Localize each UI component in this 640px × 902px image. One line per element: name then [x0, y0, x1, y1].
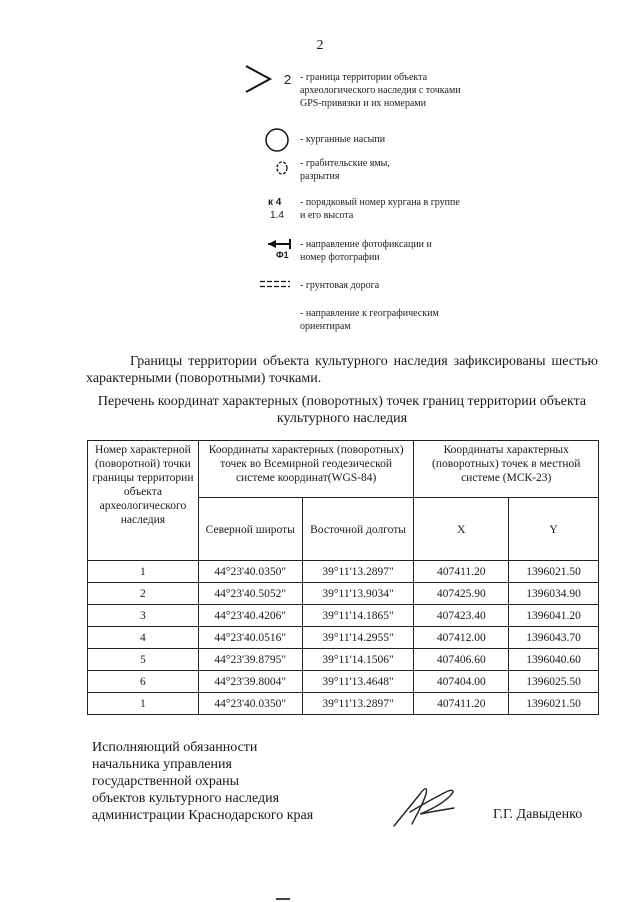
cell-latitude: 44°23'40.0350" — [198, 561, 302, 583]
legend-text-pits: - грабительские ямы, разрытия — [300, 158, 390, 182]
cell-point: 3 — [88, 605, 199, 627]
table-row — [88, 627, 599, 649]
legend-text-boundary: - граница территории объекта археологического наследия с точками GPS-привязки и их номерами — [300, 72, 461, 109]
cell-y: 1396025.50 — [509, 671, 599, 693]
cell-latitude: 44°23'40.5052" — [198, 583, 302, 605]
cell-x: 407404.00 — [414, 671, 509, 693]
header-msk23: Координаты характерных (поворотных) точек в местной системе (МСК-23) — [414, 441, 599, 498]
signatory-line: начальника управления — [92, 757, 232, 772]
cell-point: 4 — [88, 627, 199, 649]
legend-text-kurgan: - порядковый номер кургана в группе и его высота — [300, 197, 460, 221]
cell-latitude: 44°23'39.8004" — [198, 671, 302, 693]
cell-point: 6 — [88, 671, 199, 693]
photo-number-label: Ф1 — [276, 250, 289, 260]
cell-point: 1 — [88, 561, 199, 583]
header-east-longitude: Восточной долготы — [302, 498, 414, 561]
photo-arrow-icon — [266, 238, 292, 250]
cell-longitude: 39°11'13.4648" — [302, 671, 414, 693]
scan-mark — [276, 898, 290, 900]
header-y: Y — [509, 498, 599, 561]
pit-icon — [274, 159, 290, 177]
cell-point: 2 — [88, 583, 199, 605]
cell-y: 1396021.50 — [509, 693, 599, 715]
cell-y: 1396040.60 — [509, 649, 599, 671]
cell-latitude: 44°23'39.8795" — [198, 649, 302, 671]
legend-text-orientation: - направление к географическим ориентирам — [300, 308, 439, 332]
cell-point: 1 — [88, 693, 199, 715]
cell-longitude: 39°11'13.2897" — [302, 561, 414, 583]
cell-longitude: 39°11'14.1506" — [302, 649, 414, 671]
signatory-line: Исполняющий обязанности — [92, 740, 258, 755]
signatory-line: объектов культурного наследия — [92, 791, 280, 806]
boundary-point-number: 2 — [284, 72, 292, 87]
signatory-position — [92, 739, 313, 824]
cell-x: 407412.00 — [414, 627, 509, 649]
coordinates-list-title: Перечень координат характерных (поворотных) точек границ территории объекта культурного наследия — [97, 394, 587, 426]
cell-y: 1396021.50 — [509, 561, 599, 583]
coordinates-table — [87, 440, 599, 715]
header-wgs84: Координаты характерных (поворотных) точек во Всемирной геодезической системе координат(WGS-84) — [198, 441, 414, 498]
cell-x: 407423.40 — [414, 605, 509, 627]
cell-longitude: 39°11'14.1865" — [302, 605, 414, 627]
cell-latitude: 44°23'40.0350" — [198, 693, 302, 715]
header-x: X — [414, 498, 509, 561]
kurgan-height-label: 1.4 — [270, 210, 284, 221]
cell-latitude: 44°23'40.4206" — [198, 605, 302, 627]
table-row — [88, 693, 599, 715]
table-row — [88, 649, 599, 671]
circle-icon — [264, 127, 290, 153]
cell-y: 1396034.90 — [509, 583, 599, 605]
signatory-line: администрации Краснодарского края — [92, 808, 314, 823]
legend-text-road: - грунтовая дорога — [300, 280, 380, 291]
cell-y: 1396043.70 — [509, 627, 599, 649]
table-row — [88, 583, 599, 605]
table-row — [88, 561, 599, 583]
signatory-line: государственной охраны — [92, 774, 240, 789]
cell-x: 407411.20 — [414, 561, 509, 583]
dashed-road-icon — [260, 280, 290, 288]
cell-latitude: 44°23'40.0516" — [198, 627, 302, 649]
cell-longitude: 39°11'13.2897" — [302, 693, 414, 715]
cell-x: 407406.60 — [414, 649, 509, 671]
page-number: 2 — [316, 38, 324, 53]
cell-x: 407425.90 — [414, 583, 509, 605]
boundary-paragraph: Границы территории объекта культурного наследия зафиксированы шестью характерными (поворотными) точками. — [86, 354, 598, 386]
header-point-number: Номер характерной (поворотной) точки границы территории объекта археологического наследия — [88, 441, 199, 561]
legend-text-mounds: - курганные насыпи — [300, 134, 386, 145]
cell-point: 5 — [88, 649, 199, 671]
cell-x: 407411.20 — [414, 693, 509, 715]
cell-y: 1396041.20 — [509, 605, 599, 627]
kurgan-number-label: к 4 — [268, 197, 282, 208]
cell-longitude: 39°11'14.2955" — [302, 627, 414, 649]
handwritten-signature — [390, 782, 460, 832]
cell-longitude: 39°11'13.9034" — [302, 583, 414, 605]
legend-text-photo: - направление фотофиксации и номер фотографии — [300, 239, 432, 263]
table-row — [88, 605, 599, 627]
signatory-name: Г.Г. Давыденко — [493, 807, 583, 822]
coordinates-body — [88, 561, 599, 715]
header-north-latitude: Северной широты — [198, 498, 302, 561]
table-row — [88, 671, 599, 693]
